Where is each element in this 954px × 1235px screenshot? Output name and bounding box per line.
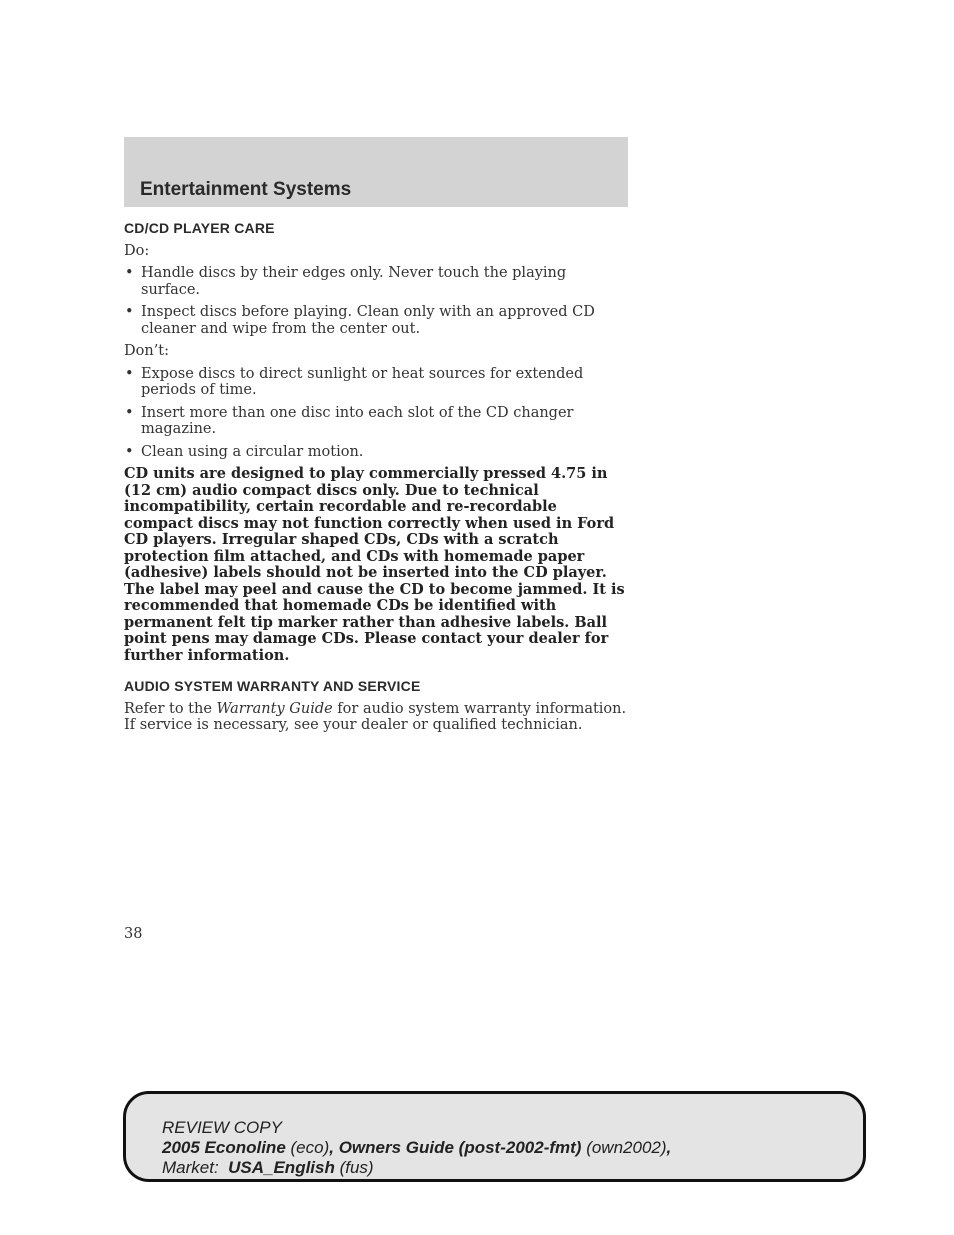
bullet-icon: • [125,443,134,460]
list-item: • Handle discs by their edges only. Never touch the playing surface. [125,265,567,298]
bullet-icon: • [125,404,134,421]
section-title: Entertainment Systems [140,179,352,200]
cd-care-heading: CD/CD PLAYER CARE [124,220,275,236]
publication-line: 2005 Econoline (eco), Owners Guide (post-2002-fmt) (own2002), [162,1138,672,1157]
bullet-icon: • [125,265,134,281]
list-item: • Inspect discs before playing. Clean only with an approved CD cleaner and wipe from the center out. [125,304,595,337]
bullet-icon: • [125,365,134,382]
list-item: • Clean using a circular motion. [125,443,364,460]
page-number: 38 [124,926,143,942]
section-header-band [124,137,628,207]
review-copy-text [162,1118,671,1178]
cd-compatibility-warning: CD units are designed to play commercially pressed 4.75 in (12 cm) audio compact discs only. Due to technical incompatibility, certain recordable and re-recordable compact discs may not function correctly when used in Ford CD players. Irregular shaped CDs, CDs with a scratch protection film attached, and CDs with homemade paper (adhesive) labels should not be inserted into the CD player. The label may peel and cause the CD to become jammed. It is recommended that homemade CDs be identified with permanent felt tip marker rather than adhesive labels. Ball point pens may damage CDs. Please contact your dealer for further information. [124,465,625,664]
dont-list [124,366,628,461]
do-list [124,265,628,337]
list-item: • Insert more than one disc into each slot of the CD changer magazine. [125,404,574,437]
page-content [124,220,628,740]
dont-label: Don’t: [124,343,170,359]
warranty-paragraph: Refer to the Warranty Guide for audio system warranty information. If service is necessary, see your dealer or qualified technician. [124,700,627,733]
list-item: • Expose discs to direct sunlight or heat sources for extended periods of time. [125,365,584,398]
review-copy-box [123,1091,866,1182]
do-label: Do: [124,242,150,259]
warranty-heading: AUDIO SYSTEM WARRANTY AND SERVICE [124,678,421,694]
review-copy-label: REVIEW COPY [162,1118,282,1137]
market-line: Market: USA_English (fus) [162,1158,374,1177]
warranty-guide-title: Warranty Guide [216,700,333,717]
bullet-icon: • [125,304,134,320]
